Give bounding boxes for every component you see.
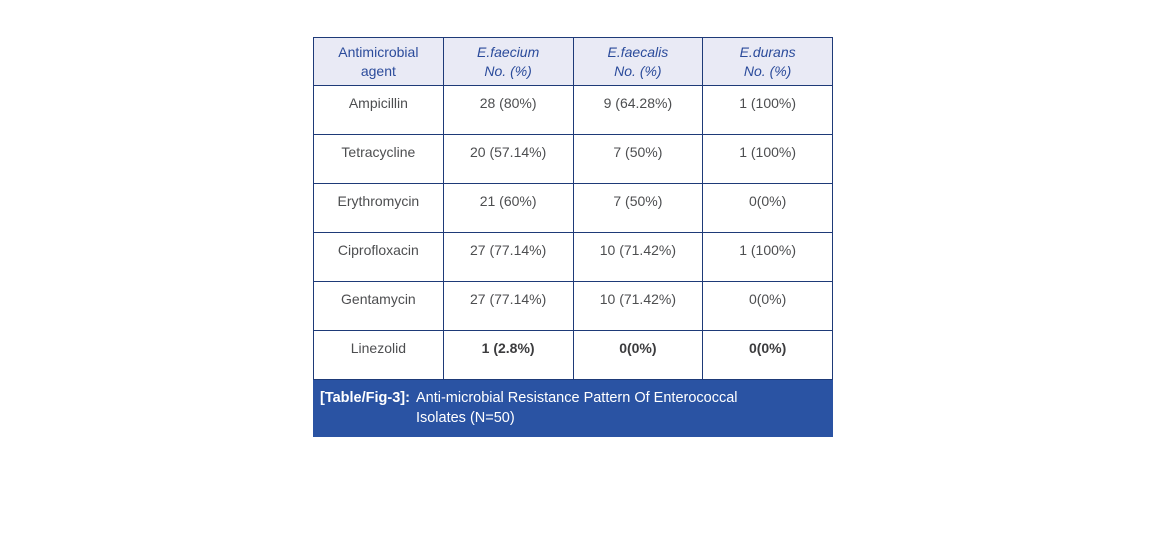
value-cell: 0(0%) xyxy=(703,184,833,233)
agent-cell: Gentamycin xyxy=(314,282,444,331)
table-row-erythromycin xyxy=(314,184,833,233)
table-row-ciprofloxacin xyxy=(314,233,833,282)
value-cell: 1 (2.8%) xyxy=(443,331,573,380)
value-cell: 27 (77.14%) xyxy=(443,282,573,331)
value-cell: 1 (100%) xyxy=(703,86,833,135)
header-line: agent xyxy=(360,62,396,79)
table-row-ampicillin xyxy=(314,86,833,135)
table-figure xyxy=(313,37,833,437)
header-line: E.faecalis xyxy=(607,44,669,61)
header-line: No. (%) xyxy=(743,62,792,79)
header-line: No. (%) xyxy=(484,62,532,79)
agent-cell: Tetracycline xyxy=(314,135,444,184)
header-efaecalis xyxy=(573,38,703,86)
header-line: Antimicrobial xyxy=(338,44,419,61)
header-line: No. (%) xyxy=(614,62,662,79)
header-line: E.faecium xyxy=(477,44,540,61)
value-cell: 0(0%) xyxy=(703,331,833,380)
header-efaecium xyxy=(443,38,573,86)
header-row xyxy=(314,38,833,86)
value-cell: 1 (100%) xyxy=(703,233,833,282)
table-row-gentamycin xyxy=(314,282,833,331)
value-cell: 10 (71.42%) xyxy=(573,233,703,282)
header-antimicrobial-agent xyxy=(314,38,444,86)
value-cell: 0(0%) xyxy=(573,331,703,380)
agent-cell: Linezolid xyxy=(314,331,444,380)
table-row-tetracycline xyxy=(314,135,833,184)
caption-label: [Table/Fig-3]: xyxy=(320,390,410,406)
agent-cell: Ampicillin xyxy=(314,86,444,135)
header-edurans xyxy=(703,38,833,86)
value-cell: 7 (50%) xyxy=(573,135,703,184)
caption-text: Anti-microbial Resistance Pattern Of Enterococcal Isolates (N=50) xyxy=(415,390,738,426)
table-row-linezolid xyxy=(314,331,833,380)
agent-cell: Erythromycin xyxy=(314,184,444,233)
table-caption xyxy=(313,380,833,437)
resistance-table xyxy=(313,37,833,380)
table-header xyxy=(314,38,833,86)
value-cell: 1 (100%) xyxy=(703,135,833,184)
value-cell: 0(0%) xyxy=(703,282,833,331)
value-cell: 20 (57.14%) xyxy=(443,135,573,184)
value-cell: 27 (77.14%) xyxy=(443,233,573,282)
table-body xyxy=(314,86,833,380)
agent-cell: Ciprofloxacin xyxy=(314,233,444,282)
value-cell: 10 (71.42%) xyxy=(573,282,703,331)
value-cell: 7 (50%) xyxy=(573,184,703,233)
value-cell: 21 (60%) xyxy=(443,184,573,233)
value-cell: 9 (64.28%) xyxy=(573,86,703,135)
header-line: E.durans xyxy=(739,44,796,61)
value-cell: 28 (80%) xyxy=(443,86,573,135)
